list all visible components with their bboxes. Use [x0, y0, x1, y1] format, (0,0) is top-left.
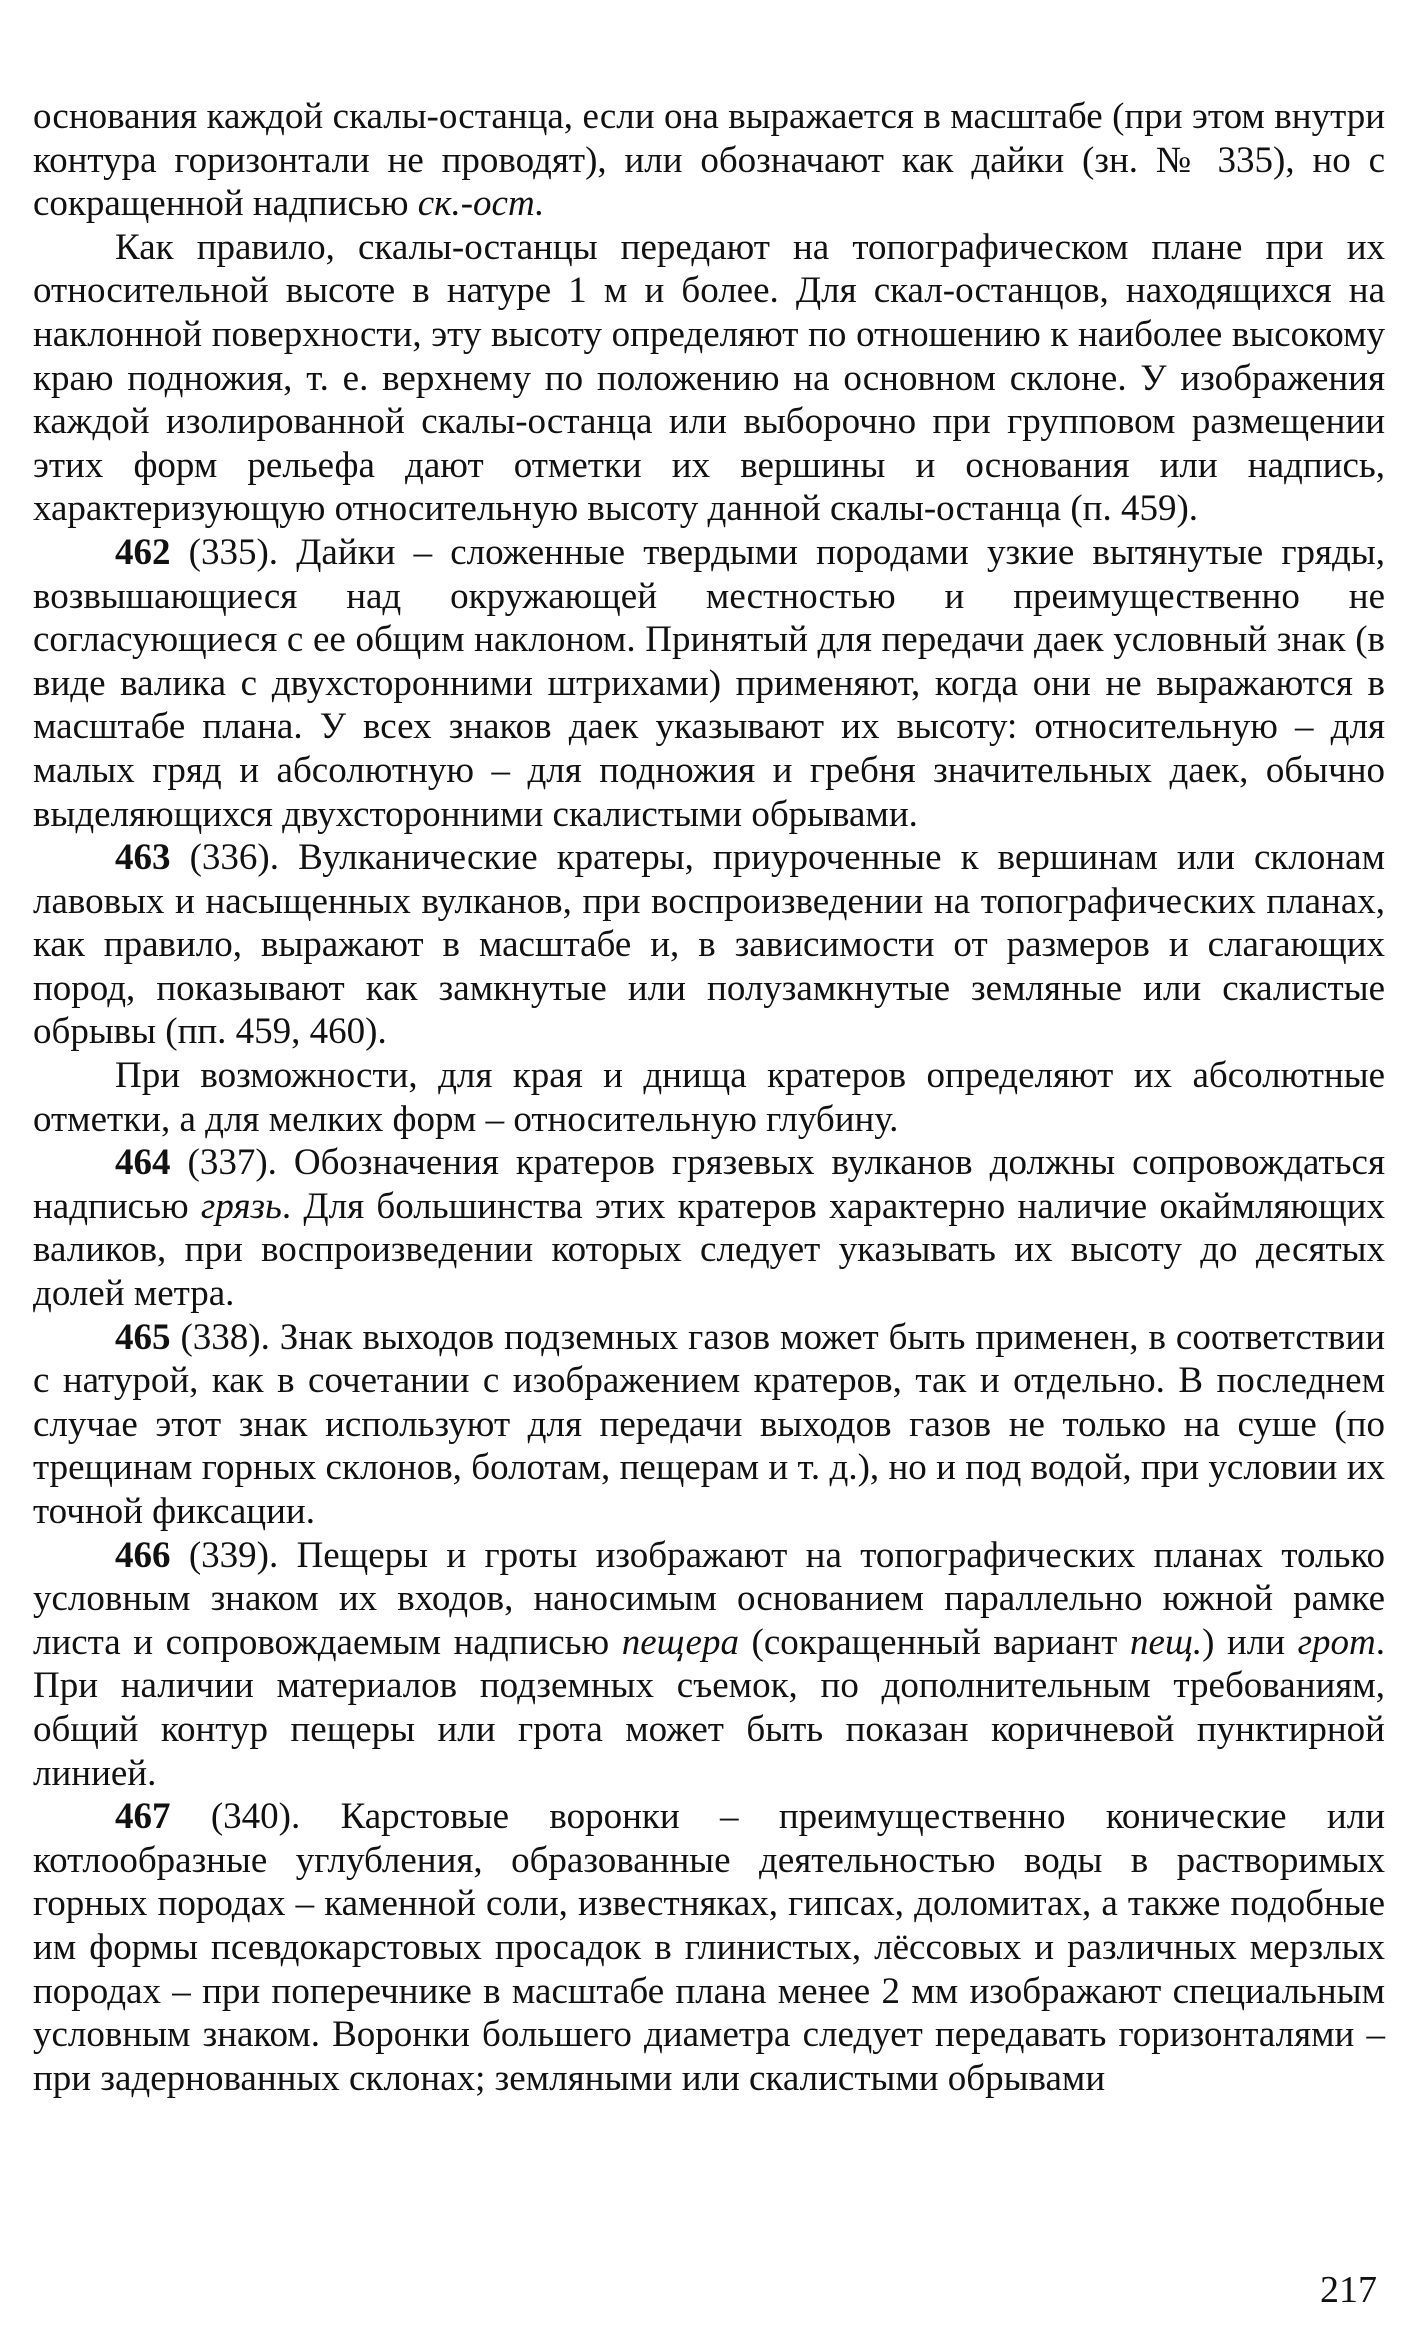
- paragraph-464-text-1: (337). Обозначения кратеров грязевых вулканов должны сопровождаться надписью: [33, 1142, 1385, 1227]
- paragraph-466-label-grot: грот: [1297, 1621, 1376, 1663]
- item-number-463: 463: [115, 837, 171, 879]
- item-number-462: 462: [115, 531, 171, 573]
- paragraph-2-text: Как правило, скалы-останцы передают на топографическом плане при их относительной высоте в натуре 1 м и более. Для скал-останцов, находящихся на наклонной поверхности, эту высоту определяют по отношению к наиболее высокому краю подножия, т. е. верхнему по положению на основном склоне. У изображения каждой изолированной скалы-останца или выборочно при групповом размещении этих форм рельефа дают отметки их вершины и основания или надпись, характеризующую относительную высоту данной скалы-останца (п. 459).: [33, 226, 1385, 530]
- paragraph-463-text: (336). Вулканические кратеры, приуроченные к вершинам или склонам лавовых и насыщенных вулканов, при воспроизведении на топографических планах, как правило, выражают в масштабе и, в зависимости от размеров и слагающих пород, показывают как замкнутые или полузамкнутые земляные или скалистые обрывы (пп. 459, 460).: [33, 837, 1385, 1053]
- item-number-467: 467: [115, 1796, 171, 1838]
- paragraph-464-text-2: . Для большинства этих кратеров характерно наличие окаймляющих валиков, при воспроизведении которых следует указывать их высоту до десятых долей метра.: [33, 1185, 1385, 1315]
- paragraph-466-text-4: . При наличии материалов подземных съемок, по дополнительным требованиям, общий контур пещеры или грота может быть показан коричневой пунктирной линией.: [33, 1621, 1386, 1794]
- paragraph-466-text-2: (сокращенный вариант: [738, 1621, 1131, 1663]
- paragraph-466-text-3: ) или: [1202, 1621, 1298, 1663]
- paragraph-464: [33, 1141, 1385, 1315]
- item-number-465: 465: [115, 1316, 171, 1358]
- paragraph-467: [33, 1795, 1385, 2100]
- paragraph-462-text: (335). Дайки – сложенные твердыми породами узкие вытянутые гряды, возвышающиеся над окружающей местностью и преимущественно не согласующиеся с ее общим наклоном. Принятый для передачи даек условный знак (в виде валика с двухсторонними штрихами) применяют, когда они не выражаются в масштабе плана. У всех знаков даек указывают их высоту: относительную – для малых гряд и абсолютную – для подножия и гребня значительных даек, обычно выделяющихся двухсторонними скалистыми обрывами.: [33, 531, 1385, 835]
- item-number-466: 466: [115, 1534, 171, 1576]
- paragraph-1-abbrev-sk-ost: ск.-ост.: [417, 183, 545, 225]
- document-page: [33, 95, 1385, 2100]
- paragraph-463: [33, 836, 1385, 1054]
- page-number: 217: [1320, 2269, 1377, 2311]
- paragraph-467-text: (340). Карстовые воронки – преимущественно конические или котлообразные углубления, образованные деятельностью воды в растворимых горных породах – каменной соли, известняках, гипсах, доломитах, а также подобные им формы псевдокарстовых просадок в глинистых, лёссовых и различных мерзлых породах – при поперечнике в масштабе плана менее 2 мм изображают специальным условным знаком. Воронки большего диаметра следует передавать горизонталями – при задернованных склонах; земляными или скалистыми обрывами: [33, 1796, 1385, 2099]
- paragraph-2: [33, 226, 1385, 531]
- paragraph-463-continued: [33, 1054, 1385, 1141]
- paragraph-466: [33, 1534, 1385, 1796]
- paragraph-466-label-peshch: пещ.: [1130, 1621, 1203, 1663]
- paragraph-465-text: (338). Знак выходов подземных газов может быть применен, в соответствии с натурой, как в сочетании с изображением кратеров, так и отдельно. В последнем случае этот знак используют для передачи выходов газов не только на суше (по трещинам горных склонов, болотам, пещерам и т. д.), но и под водой, при условии их точной фиксации.: [33, 1316, 1385, 1532]
- paragraph-466-label-peshchera: пещера: [621, 1621, 739, 1663]
- paragraph-465: [33, 1316, 1385, 1534]
- paragraph-1: [33, 95, 1385, 226]
- paragraph-464-label-gryaz: грязь: [200, 1185, 282, 1227]
- item-number-464: 464: [115, 1142, 171, 1184]
- paragraph-466-text-1: (339). Пещеры и гроты изображают на топографических планах только условным знаком их входов, наносимым основанием параллельно южной рамке листа и сопровождаемым надписью: [33, 1534, 1385, 1663]
- paragraph-462: [33, 531, 1385, 836]
- paragraph-463-continued-text: При возможности, для края и днища кратеров определяют их абсолютные отметки, а для мелких форм – относительную глубину.: [33, 1055, 1385, 1140]
- paragraph-1-text-1: основания каждой скалы-останца, если она выражается в масштабе (при этом внутри контура горизонтали не проводят), или обозначают как дайки (зн. № 335), но с сокращенной надписью: [33, 96, 1385, 225]
